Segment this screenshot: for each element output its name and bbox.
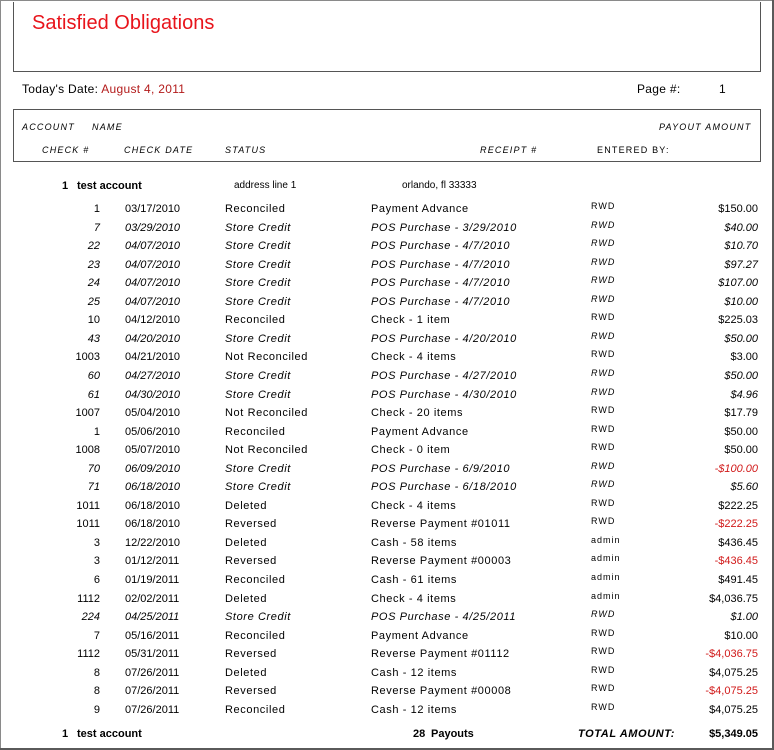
receipt: Payment Advance [371,203,469,215]
receipt: POS Purchase - 4/7/2010 [371,240,511,252]
check-number: 1011 [76,500,100,512]
status: Reconciled [225,314,286,326]
check-number: 1112 [77,648,100,660]
check-number: 43 [87,333,100,345]
receipt: POS Purchase - 4/7/2010 [371,277,511,289]
check-date: 06/18/2010 [125,500,181,512]
status: Reconciled [225,574,286,586]
payout-amount: $225.03 [718,314,758,326]
footer-account-name: test account [77,728,142,740]
entered-by: admin [591,535,621,545]
check-date: 01/19/2011 [125,574,180,586]
check-number: 8 [93,667,100,679]
report-title: Satisfied Obligations [32,12,215,34]
payout-amount: $97.27 [724,259,758,271]
check-date: 04/20/2010 [125,333,181,345]
table-row [0,593,774,611]
table-row [0,296,774,314]
header-name: NAME [92,122,123,132]
receipt: Payment Advance [371,426,469,438]
account-name: test account [77,180,142,192]
entered-by: RWD [591,479,616,489]
header-entered-by: ENTERED BY: [597,145,670,155]
status: Store Credit [225,222,291,234]
title-box [13,2,761,72]
check-number: 3 [93,537,100,549]
check-date: 03/29/2010 [125,222,181,234]
entered-by: RWD [591,238,616,248]
receipt: Reverse Payment #00008 [371,685,512,697]
status: Store Credit [225,277,291,289]
entered-by: RWD [591,516,616,526]
receipt: POS Purchase - 4/27/2010 [371,370,517,382]
table-row [0,574,774,592]
payout-amount: $150.00 [718,203,758,215]
payout-amount: $107.00 [718,277,758,289]
check-number: 24 [87,277,100,289]
receipt: Reverse Payment #01011 [371,518,511,530]
status: Reconciled [225,630,286,642]
table-row [0,314,774,332]
table-row [0,407,774,425]
header-check-date: CHECK DATE [124,145,194,155]
payout-amount: $10.00 [724,630,758,642]
check-date: 05/16/2011 [125,630,180,642]
receipt: POS Purchase - 4/20/2010 [371,333,517,345]
page-label: Page #: [637,82,681,96]
entered-by: RWD [591,275,616,285]
table-row [0,611,774,629]
status: Store Credit [225,370,291,382]
status: Store Credit [225,333,291,345]
receipt: Cash - 61 items [371,574,458,586]
check-date: 06/18/2010 [125,481,181,493]
check-date: 03/17/2010 [125,203,181,215]
header-account: ACCOUNT [22,122,75,132]
entered-by: RWD [591,498,616,508]
table-row [0,704,774,722]
receipt: Cash - 58 items [371,537,458,549]
check-date: 07/26/2011 [125,667,180,679]
payout-amount: $40.00 [724,222,758,234]
table-row [0,667,774,685]
check-date: 01/12/2011 [125,555,180,567]
status: Store Credit [225,611,291,623]
receipt: Check - 4 items [371,500,457,512]
entered-by: RWD [591,201,616,211]
check-number: 1 [93,203,100,215]
footer-account-number: 1 [62,728,69,740]
table-row [0,370,774,388]
table-row [0,555,774,573]
payout-amount: $50.00 [724,333,758,345]
check-number: 71 [87,481,100,493]
check-date: 07/26/2011 [125,685,180,697]
check-date: 04/25/2011 [125,611,180,623]
check-number: 1007 [75,407,100,419]
status: Not Reconciled [225,444,308,456]
status: Reconciled [225,426,286,438]
check-date: 05/31/2011 [125,648,180,660]
entered-by: RWD [591,628,616,638]
status: Reconciled [225,203,286,215]
check-number: 9 [93,704,100,716]
entered-by: RWD [591,442,616,452]
payout-amount: $4,075.25 [709,667,758,679]
check-number: 7 [93,630,100,642]
status: Store Credit [225,259,291,271]
table-row [0,351,774,369]
table-row [0,463,774,481]
check-number: 1 [93,426,100,438]
date-value: August 4, 2011 [101,82,186,96]
entered-by: RWD [591,387,616,397]
footer-payouts-count: 28 [413,728,426,740]
date-label: Today's Date: [22,82,99,96]
check-date: 04/30/2010 [125,389,181,401]
entered-by: admin [591,591,621,601]
check-date: 04/27/2010 [125,370,181,382]
receipt: Reverse Payment #01112 [371,648,510,660]
receipt: Check - 4 items [371,351,457,363]
entered-by: RWD [591,609,616,619]
check-date: 04/07/2010 [125,296,181,308]
check-date: 04/21/2010 [125,351,181,363]
entered-by: RWD [591,702,616,712]
payout-amount: $222.25 [718,500,758,512]
payout-amount: -$436.45 [714,555,758,567]
status: Deleted [225,537,268,549]
status: Reversed [225,685,277,697]
payout-amount: $50.00 [724,444,758,456]
status: Not Reconciled [225,351,308,363]
footer-total-label: TOTAL AMOUNT: [578,728,676,740]
date-line [22,82,185,96]
header-payout-amount: PAYOUT AMOUNT [659,122,752,132]
check-number: 1112 [77,593,100,605]
payout-amount: $10.70 [724,240,758,252]
check-date: 05/07/2010 [125,444,181,456]
payout-amount: $1.00 [730,611,758,623]
entered-by: RWD [591,405,616,415]
receipt: Reverse Payment #00003 [371,555,512,567]
receipt: POS Purchase - 4/7/2010 [371,259,511,271]
payout-amount: $4,036.75 [709,593,758,605]
check-date: 04/12/2010 [125,314,181,326]
check-number: 224 [81,611,100,623]
payout-amount: -$4,075.25 [705,685,758,697]
check-date: 04/07/2010 [125,259,181,271]
payout-amount: $50.00 [724,426,758,438]
payout-amount: $50.00 [724,370,758,382]
payout-amount: -$100.00 [714,463,758,475]
table-row [0,630,774,648]
receipt: Check - 4 items [371,593,457,605]
receipt: POS Purchase - 4/7/2010 [371,296,511,308]
table-row [0,500,774,518]
check-number: 6 [93,574,100,586]
entered-by: RWD [591,665,616,675]
check-date: 06/18/2010 [125,518,181,530]
check-date: 12/22/2010 [125,537,181,549]
receipt: Cash - 12 items [371,704,458,716]
header-status: STATUS [225,145,267,155]
entered-by: RWD [591,368,616,378]
entered-by: RWD [591,220,616,230]
check-number: 70 [87,463,100,475]
payout-amount: -$222.25 [714,518,758,530]
table-row [0,389,774,407]
check-number: 23 [87,259,100,271]
check-date: 04/07/2010 [125,277,181,289]
account-city: orlando, fl 33333 [402,180,477,191]
check-date: 05/06/2010 [125,426,181,438]
payout-amount: $10.00 [724,296,758,308]
status: Store Credit [225,481,291,493]
status: Reversed [225,648,277,660]
status: Deleted [225,667,268,679]
check-number: 8 [93,685,100,697]
header-check-num: CHECK # [42,145,90,155]
check-number: 25 [87,296,100,308]
check-date: 05/04/2010 [125,407,181,419]
check-number: 61 [87,389,100,401]
payout-amount: $491.45 [718,574,758,586]
receipt: POS Purchase - 6/18/2010 [371,481,517,493]
entered-by: RWD [591,257,616,267]
status: Deleted [225,593,268,605]
status: Store Credit [225,389,291,401]
table-row [0,426,774,444]
check-date: 02/02/2011 [125,593,180,605]
check-number: 1008 [75,444,100,456]
check-number: 7 [93,222,100,234]
table-row [0,444,774,462]
footer-payouts-label: Payouts [431,728,474,740]
entered-by: admin [591,572,621,582]
receipt: Check - 20 items [371,407,464,419]
receipt: POS Purchase - 3/29/2010 [371,222,517,234]
entered-by: RWD [591,312,616,322]
status: Reversed [225,555,277,567]
table-row [0,333,774,351]
receipt: Check - 1 item [371,314,451,326]
page-number: 1 [719,82,726,96]
table-row [0,481,774,499]
entered-by: admin [591,553,621,563]
entered-by: RWD [591,424,616,434]
entered-by: RWD [591,349,616,359]
check-number: 3 [93,555,100,567]
receipt: Cash - 12 items [371,667,458,679]
payout-amount: $17.79 [724,407,758,419]
status: Reconciled [225,704,286,716]
table-row [0,240,774,258]
header-receipt-num: RECEIPT # [480,145,538,155]
payout-amount: $436.45 [718,537,758,549]
check-number: 1003 [75,351,100,363]
receipt: POS Purchase - 6/9/2010 [371,463,511,475]
entered-by: RWD [591,646,616,656]
status: Not Reconciled [225,407,308,419]
table-row [0,259,774,277]
status: Store Credit [225,463,291,475]
check-number: 60 [87,370,100,382]
footer-total-value: $5,349.05 [709,728,758,740]
receipt: Payment Advance [371,630,469,642]
account-number: 1 [62,180,69,192]
table-row [0,648,774,666]
payout-amount: $4.96 [730,389,758,401]
status: Reversed [225,518,277,530]
check-date: 04/07/2010 [125,240,181,252]
table-row [0,203,774,221]
entered-by: RWD [591,331,616,341]
table-row [0,537,774,555]
check-number: 10 [87,314,100,326]
check-date: 07/26/2011 [125,704,180,716]
table-row [0,685,774,703]
account-address: address line 1 [234,180,297,191]
receipt: POS Purchase - 4/30/2010 [371,389,517,401]
payout-amount: $5.60 [730,481,758,493]
payout-amount: $3.00 [730,351,758,363]
receipt: Check - 0 item [371,444,451,456]
payout-amount: -$4,036.75 [705,648,758,660]
status: Store Credit [225,240,291,252]
status: Store Credit [225,296,291,308]
entered-by: RWD [591,461,616,471]
entered-by: RWD [591,294,616,304]
payout-amount: $4,075.25 [709,704,758,716]
table-row [0,518,774,536]
check-date: 06/09/2010 [125,463,181,475]
table-row [0,277,774,295]
check-number: 22 [87,240,100,252]
status: Deleted [225,500,268,512]
entered-by: RWD [591,683,616,693]
receipt: POS Purchase - 4/25/2011 [371,611,517,623]
check-number: 1011 [76,518,100,530]
table-row [0,222,774,240]
